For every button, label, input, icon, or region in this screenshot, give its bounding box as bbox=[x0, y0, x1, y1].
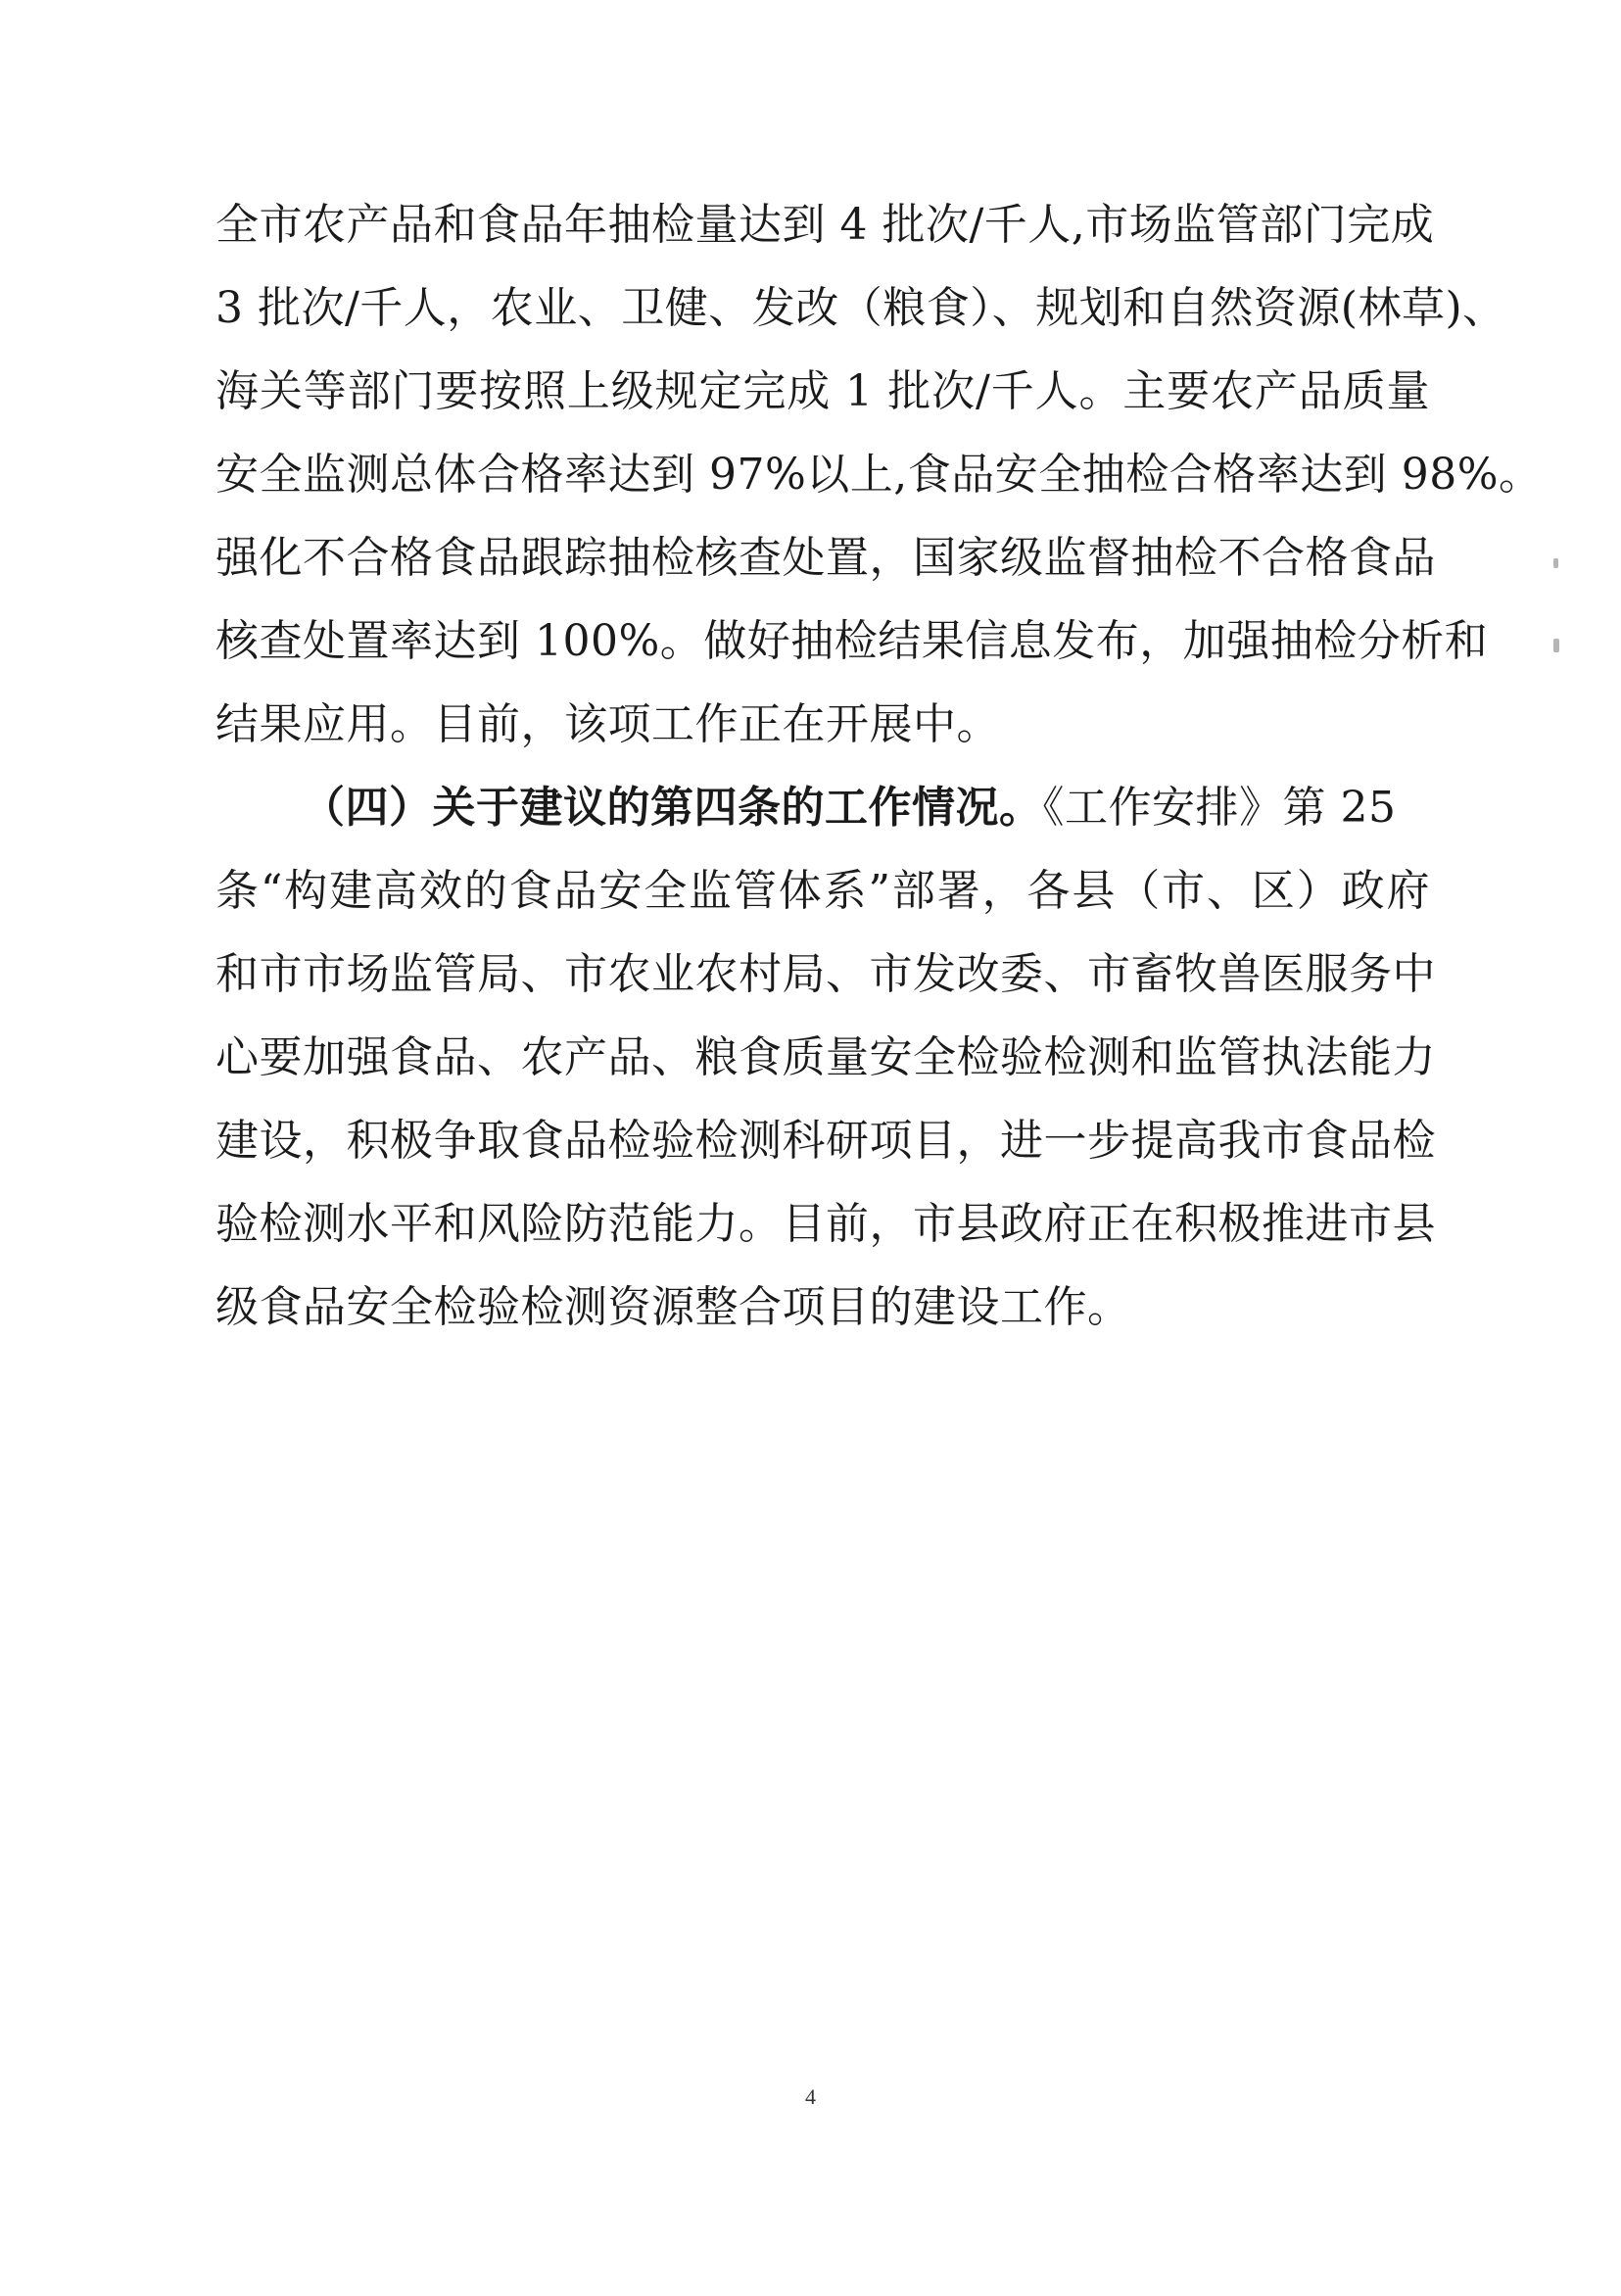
text-line: 级食品安全检验检测资源整合项目的建设工作。 bbox=[215, 1282, 1131, 1332]
scan-mark bbox=[1553, 639, 1559, 652]
page-number: 4 bbox=[805, 2084, 816, 2109]
section-heading bbox=[302, 779, 1396, 837]
text-line: 海关等部门要按照上级规定完成 1 批次/千人。主要农产品质量 bbox=[215, 366, 1430, 416]
text-line: 安全监测总体合格率达到 97%以上,食品安全抽检合格率达到 98%。 bbox=[215, 450, 1543, 500]
text-line: 和市市场监管局、市农业农村局、市发改委、市畜牧兽医服务中 bbox=[215, 949, 1436, 999]
text-line: 结果应用。目前，该项工作正在开展中。 bbox=[215, 699, 1000, 749]
text-line: 强化不合格食品跟踪抽检核查处置，国家级监督抽检不合格食品 bbox=[215, 533, 1436, 583]
text-line: 3 批次/千人，农业、卫健、发改（粮食）、规划和自然资源(林草)、 bbox=[215, 283, 1506, 333]
section-heading-bold: （四）关于建议的第四条的工作情况。 bbox=[302, 783, 1043, 833]
text-line: 建设，积极争取食品检验检测科研项目，进一步提高我市食品检 bbox=[215, 1116, 1436, 1166]
scan-mark bbox=[1553, 558, 1558, 568]
text-line: 心要加强食品、农产品、粮食质量安全检验检测和监管执法能力 bbox=[215, 1032, 1436, 1082]
text-line: 核查处置率达到 100%。做好抽检结果信息发布，加强抽检分析和 bbox=[215, 616, 1489, 666]
section-heading-rest: 《工作安排》第 25 bbox=[1042, 783, 1397, 833]
text-line: 全市农产品和食品年抽检量达到 4 批次/千人,市场监管部门完成 bbox=[215, 200, 1435, 250]
text-line: 验检测水平和风险防范能力。目前，市县政府正在积极推进市县 bbox=[215, 1199, 1436, 1249]
text-line: 条“构建高效的食品安全监管体系”部署，各县（市、区）政府 bbox=[215, 866, 1430, 916]
